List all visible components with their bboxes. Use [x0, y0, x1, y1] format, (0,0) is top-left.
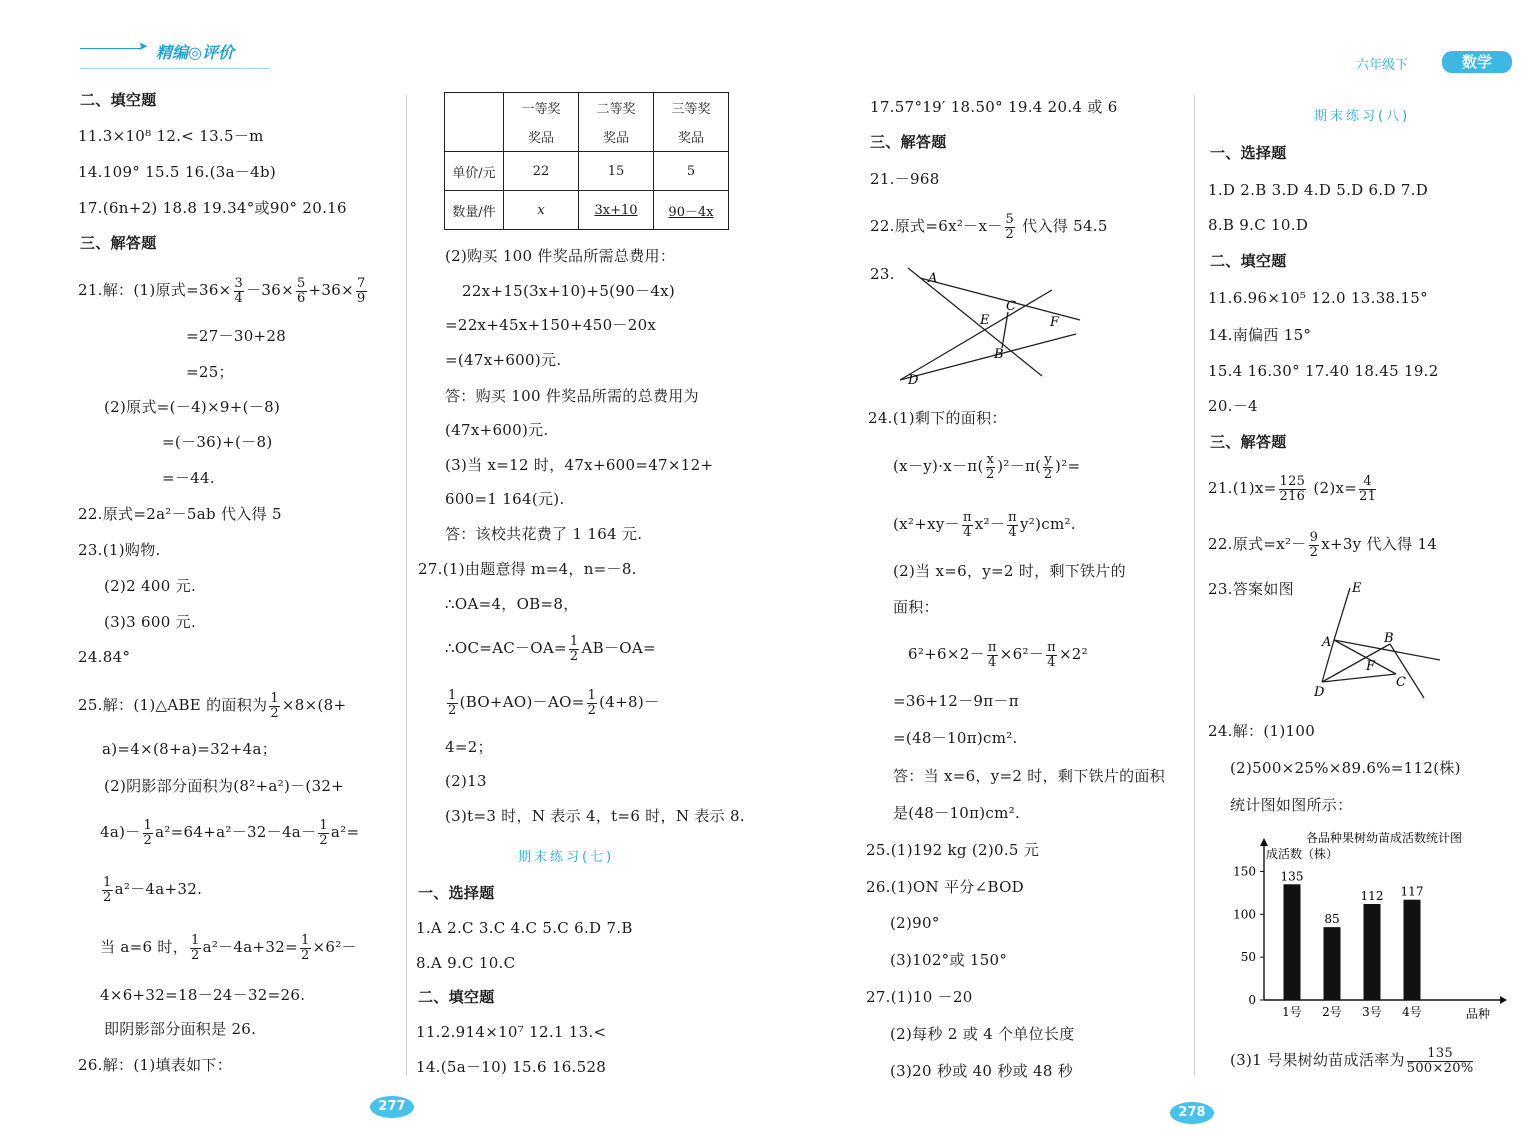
point-a-label: A [1322, 635, 1332, 650]
bar-chart [1232, 826, 1512, 1026]
point-a-label: A [928, 271, 938, 286]
col2-line: (2)13 [445, 772, 487, 790]
col4-line: 15.4 16.30° 17.40 18.45 19.2 [1208, 362, 1439, 380]
line-ae [920, 278, 1080, 320]
q25-line: 4a)－ $\frac{1}{2}$ a²=64+a²－32－4a－ $\frac{1}{2}$ a²= [100, 817, 360, 848]
col3-line: (2)90° [890, 914, 940, 932]
table-cell: 3x+10 [579, 191, 654, 230]
point-e-label: E [1352, 581, 1362, 596]
col1-line: (2)2 400 元. [104, 577, 197, 595]
col4-line: 20.－4 [1208, 397, 1258, 415]
q22-line: 22.原式=x²－ $\frac{9}{2}$ x+3y 代入得 14 [1208, 529, 1438, 560]
chart-xlabel: 品种 [1466, 1007, 1491, 1021]
bar-value-label: 112 [1360, 889, 1384, 903]
chart-title: 各品种果树幼苗成活数统计图 [1306, 831, 1463, 845]
subject-badge: 数学 [1442, 51, 1512, 73]
col3-line: 27.(1)10 －20 [866, 988, 973, 1006]
col2-line: (47x+600)元. [445, 421, 549, 439]
col2-line: =(47x+600)元. [445, 351, 562, 369]
q25-line: 当 a=6 时， $\frac{1}{2}$ a²－4a+32= $\frac{1}{2}$ ×6²－ [100, 932, 357, 963]
col1-line: 即阴影部分面积是 26. [104, 1020, 257, 1038]
page-number-left: 277 [370, 1096, 414, 1118]
table-cell: 5 [654, 152, 729, 191]
y-tick-label: 50 [1240, 950, 1256, 965]
col4-line: 11.6.96×10⁵ 12.0 13.38.15° [1208, 289, 1428, 307]
q24-line: (x－y)·x－π( $\frac{x}{2}$ )²－π( $\frac{y}{2}$ )²= [893, 451, 1081, 482]
line-db [900, 334, 1076, 380]
col2-line: 11.2.914×10⁷ 12.1 13.< [416, 1023, 607, 1041]
figure-23-left [890, 262, 1090, 386]
prize-table [444, 92, 729, 230]
left-header-underline [80, 68, 270, 69]
q24-line: (x²+xy－ $\frac{\pi}{4}$ x²－ $\frac{\pi}{4}$ y²)cm². [893, 509, 1076, 540]
col3-line: 答：当 x=6，y=2 时，剩下铁片的面积 [893, 767, 1165, 785]
table-header: 奖品 [654, 121, 729, 152]
table-cell: 90－4x [654, 191, 729, 230]
col1-heading-solve: 三、解答题 [80, 234, 157, 252]
column-divider [406, 95, 407, 1075]
col4-line: 23.答案如图 [1208, 580, 1294, 598]
col3-line: 25.(1)192 kg (2)0.5 元 [866, 841, 1040, 859]
col1-line: a)=4×(8+a)=32+4a； [102, 740, 278, 758]
col1-line: 22.原式=2a²－5ab 代入得 5 [78, 505, 282, 523]
point-b-label: B [994, 347, 1004, 362]
q27-line: ∴OC=AC－OA= $\frac{1}{2}$ AB－OA= [445, 633, 656, 664]
col4-line: 8.B 9.C 10.D [1208, 216, 1309, 234]
bar-value-label: 85 [1324, 912, 1340, 927]
table-cell: x [504, 191, 579, 230]
col2-line: 答：该校共花费了 1 164 元. [445, 525, 643, 543]
page-number-right: 278 [1170, 1102, 1214, 1124]
x-tick-label: 2号 [1322, 1005, 1342, 1019]
col3-line: (3)102°或 150° [890, 951, 1008, 969]
col1-line: 24.84° [78, 648, 131, 666]
y-axis-arrow-icon [1260, 838, 1268, 846]
table-corner [445, 93, 504, 152]
col2-line: 14.(5a－10) 15.6 16.528 [416, 1058, 607, 1076]
col2-heading-fill: 二、填空题 [418, 988, 495, 1006]
point-d-label: D [908, 373, 919, 386]
col3-line: 24.(1)剩下的面积： [868, 409, 1007, 427]
col4-line: (2)500×25%×89.6%=112(株) [1230, 759, 1461, 777]
left-header-line [80, 48, 140, 49]
x-tick-label: 3号 [1362, 1005, 1382, 1019]
table-header: 一等奖 [504, 93, 579, 122]
table-header: 二等奖 [579, 93, 654, 122]
col3-heading-solve: 三、解答题 [870, 133, 947, 151]
q22-line: 22.原式=6x²－x－ $\frac{5}{2}$ 代入得 54.5 [870, 211, 1108, 242]
col1-line: =25； [186, 363, 234, 381]
col3-line: 23. [870, 265, 895, 283]
col1-line: =－44. [162, 469, 215, 487]
col3-line: 21.－968 [870, 170, 940, 188]
x-tick-label: 1号 [1282, 1005, 1302, 1019]
col3-line: 17.57°19′ 18.50° 19.4 20.4 或 6 [870, 98, 1118, 116]
col2-line: (3)当 x=12 时，47x+600=47×12+ [445, 456, 714, 474]
left-header-title: 精编◎评价 [156, 43, 234, 62]
col2-line: (2)购买 100 件奖品所需总费用： [445, 247, 676, 265]
col2-line: 22x+15(3x+10)+5(90－4x) [462, 282, 676, 300]
col2-heading-choice: 一、选择题 [418, 884, 495, 902]
col1-line: 14.109° 15.5 16.(3a－4b) [78, 163, 277, 181]
y-tick-label: 100 [1233, 907, 1256, 922]
col1-line: (2)阴影部分面积为(8²+a²)－(32+ [104, 777, 345, 795]
table-cell: 15 [579, 152, 654, 191]
bar [1404, 900, 1421, 1000]
col1-line: 4×6+32=18－24－32=26. [100, 986, 306, 1004]
col2-line: 27.(1)由题意得 m=4，n=－8. [418, 560, 637, 578]
q24d-line: (3)1 号果树幼苗成活率为 $\frac{135}{500\times 20\%}$ [1230, 1045, 1474, 1076]
bar-value-label: 135 [1280, 869, 1304, 884]
table-header: 奖品 [579, 121, 654, 152]
point-f-label: F [1366, 659, 1376, 674]
table-row-header: 数量/件 [445, 191, 504, 230]
point-c-label: C [1396, 675, 1406, 690]
q21-line: 21.解：(1)原式=36× $\frac{3}{4}$ －36× $\frac{5}{6}$ +36× $\frac{7}{9}$ [78, 275, 366, 306]
col3-line: 面积： [893, 598, 939, 616]
col3-line: (2)当 x=6，y=2 时，剩下铁片的 [893, 562, 1126, 580]
col2-line: =22x+45x+150+450－20x [445, 316, 657, 334]
bar [1324, 927, 1341, 1000]
col4-line: 14.南偏西 15° [1208, 326, 1312, 344]
section-title-7: 期末练习(七) [518, 850, 615, 865]
col2-line: ∴OA=4，OB=8， [445, 595, 579, 613]
col3-line: 是(48－10π)cm². [893, 804, 1021, 822]
col1-line: (3)3 600 元. [104, 613, 197, 631]
col4-line: 1.D 2.B 3.D 4.D 5.D 6.D 7.D [1208, 181, 1429, 199]
col3-line: (2)每秒 2 或 4 个单位长度 [890, 1025, 1075, 1043]
bar [1284, 884, 1301, 1000]
col4-line: 统计图如图所示： [1230, 796, 1353, 814]
col1-line: 17.(6n+2) 18.8 19.34°或90° 20.16 [78, 199, 347, 217]
ray-ae [1334, 588, 1350, 640]
y-tick-label: 0 [1248, 993, 1256, 1007]
table-cell: 22 [504, 152, 579, 191]
point-b-label: B [1384, 631, 1394, 646]
grade-label: 六年级下 [1356, 58, 1409, 73]
col3-line: 26.(1)ON 平分∠BOD [866, 878, 1024, 896]
q25-line: 25.解：(1)△ABE 的面积为 $\frac{1}{2}$ ×8×(8+ [78, 690, 347, 721]
table-header: 奖品 [504, 121, 579, 152]
point-d-label: D [1314, 685, 1325, 700]
section-title-8: 期末练习(八) [1314, 109, 1411, 124]
col1-line: 23.(1)购物. [78, 541, 161, 559]
q25-line: $\frac{1}{2}$ a²－4a+32. [103, 874, 203, 905]
col4-heading-fill: 二、填空题 [1210, 252, 1287, 270]
col1-line: 11.3×10⁸ 12.< 13.5－m [78, 127, 264, 145]
col3-line: =36+12－9π－π [893, 692, 1019, 710]
table-row-header: 单价/元 [445, 152, 504, 191]
point-c-label: C [1006, 299, 1016, 314]
point-f-label: F [1050, 315, 1060, 330]
col2-line: 600=1 164(元). [445, 490, 565, 508]
col4-heading-choice: 一、选择题 [1210, 144, 1287, 162]
col1-heading-fill: 二、填空题 [80, 91, 157, 109]
x-axis-arrow-icon [1500, 996, 1507, 1004]
bar-value-label: 117 [1400, 884, 1424, 899]
bar [1364, 904, 1381, 1000]
y-tick-label: 150 [1233, 864, 1256, 879]
table-header: 三等奖 [654, 93, 729, 122]
col1-line: (2)原式=(－4)×9+(－8) [104, 398, 281, 416]
col1-line: =27－30+28 [186, 327, 287, 345]
col4-heading-solve: 三、解答题 [1210, 433, 1287, 451]
left-header-arrow-icon: ➤ [138, 39, 149, 53]
col1-line: 26.解：(1)填表如下： [78, 1056, 233, 1074]
figure-23-right [1310, 578, 1450, 702]
column-divider [1194, 95, 1195, 1075]
col2-line: 8.A 9.C 10.C [416, 954, 516, 972]
col2-line: 1.A 2.C 3.C 4.C 5.C 6.D 7.B [416, 919, 633, 937]
q21-line: 21.(1)x= $\frac{125}{216}$ (2)x= $\frac{4}{21}$ [1208, 473, 1377, 504]
point-e-label: E [980, 313, 990, 328]
col2-line: 4=2； [445, 738, 493, 756]
col3-line: =(48－10π)cm². [893, 729, 1018, 747]
col2-line: (3)t=3 时，N 表示 4，t=6 时，N 表示 8. [445, 807, 745, 825]
col1-line: =(－36)+(－8) [162, 433, 273, 451]
col3-line: (3)20 秒或 40 秒或 48 秒 [890, 1062, 1074, 1080]
col2-line: 答：购买 100 件奖品所需的总费用为 [445, 387, 699, 405]
q27-line: $\frac{1}{2}$ (BO+AO)－AO= $\frac{1}{2}$ (4+8)－ [448, 687, 660, 718]
x-tick-label: 4号 [1402, 1005, 1422, 1019]
col4-line: 24.解：(1)100 [1208, 722, 1316, 740]
chart-ylabel: 成活数（株） [1266, 847, 1339, 861]
q24-line: 6²+6×2－ $\frac{\pi}{4}$ ×6²－ $\frac{\pi}{4}$ ×2² [908, 639, 1088, 670]
